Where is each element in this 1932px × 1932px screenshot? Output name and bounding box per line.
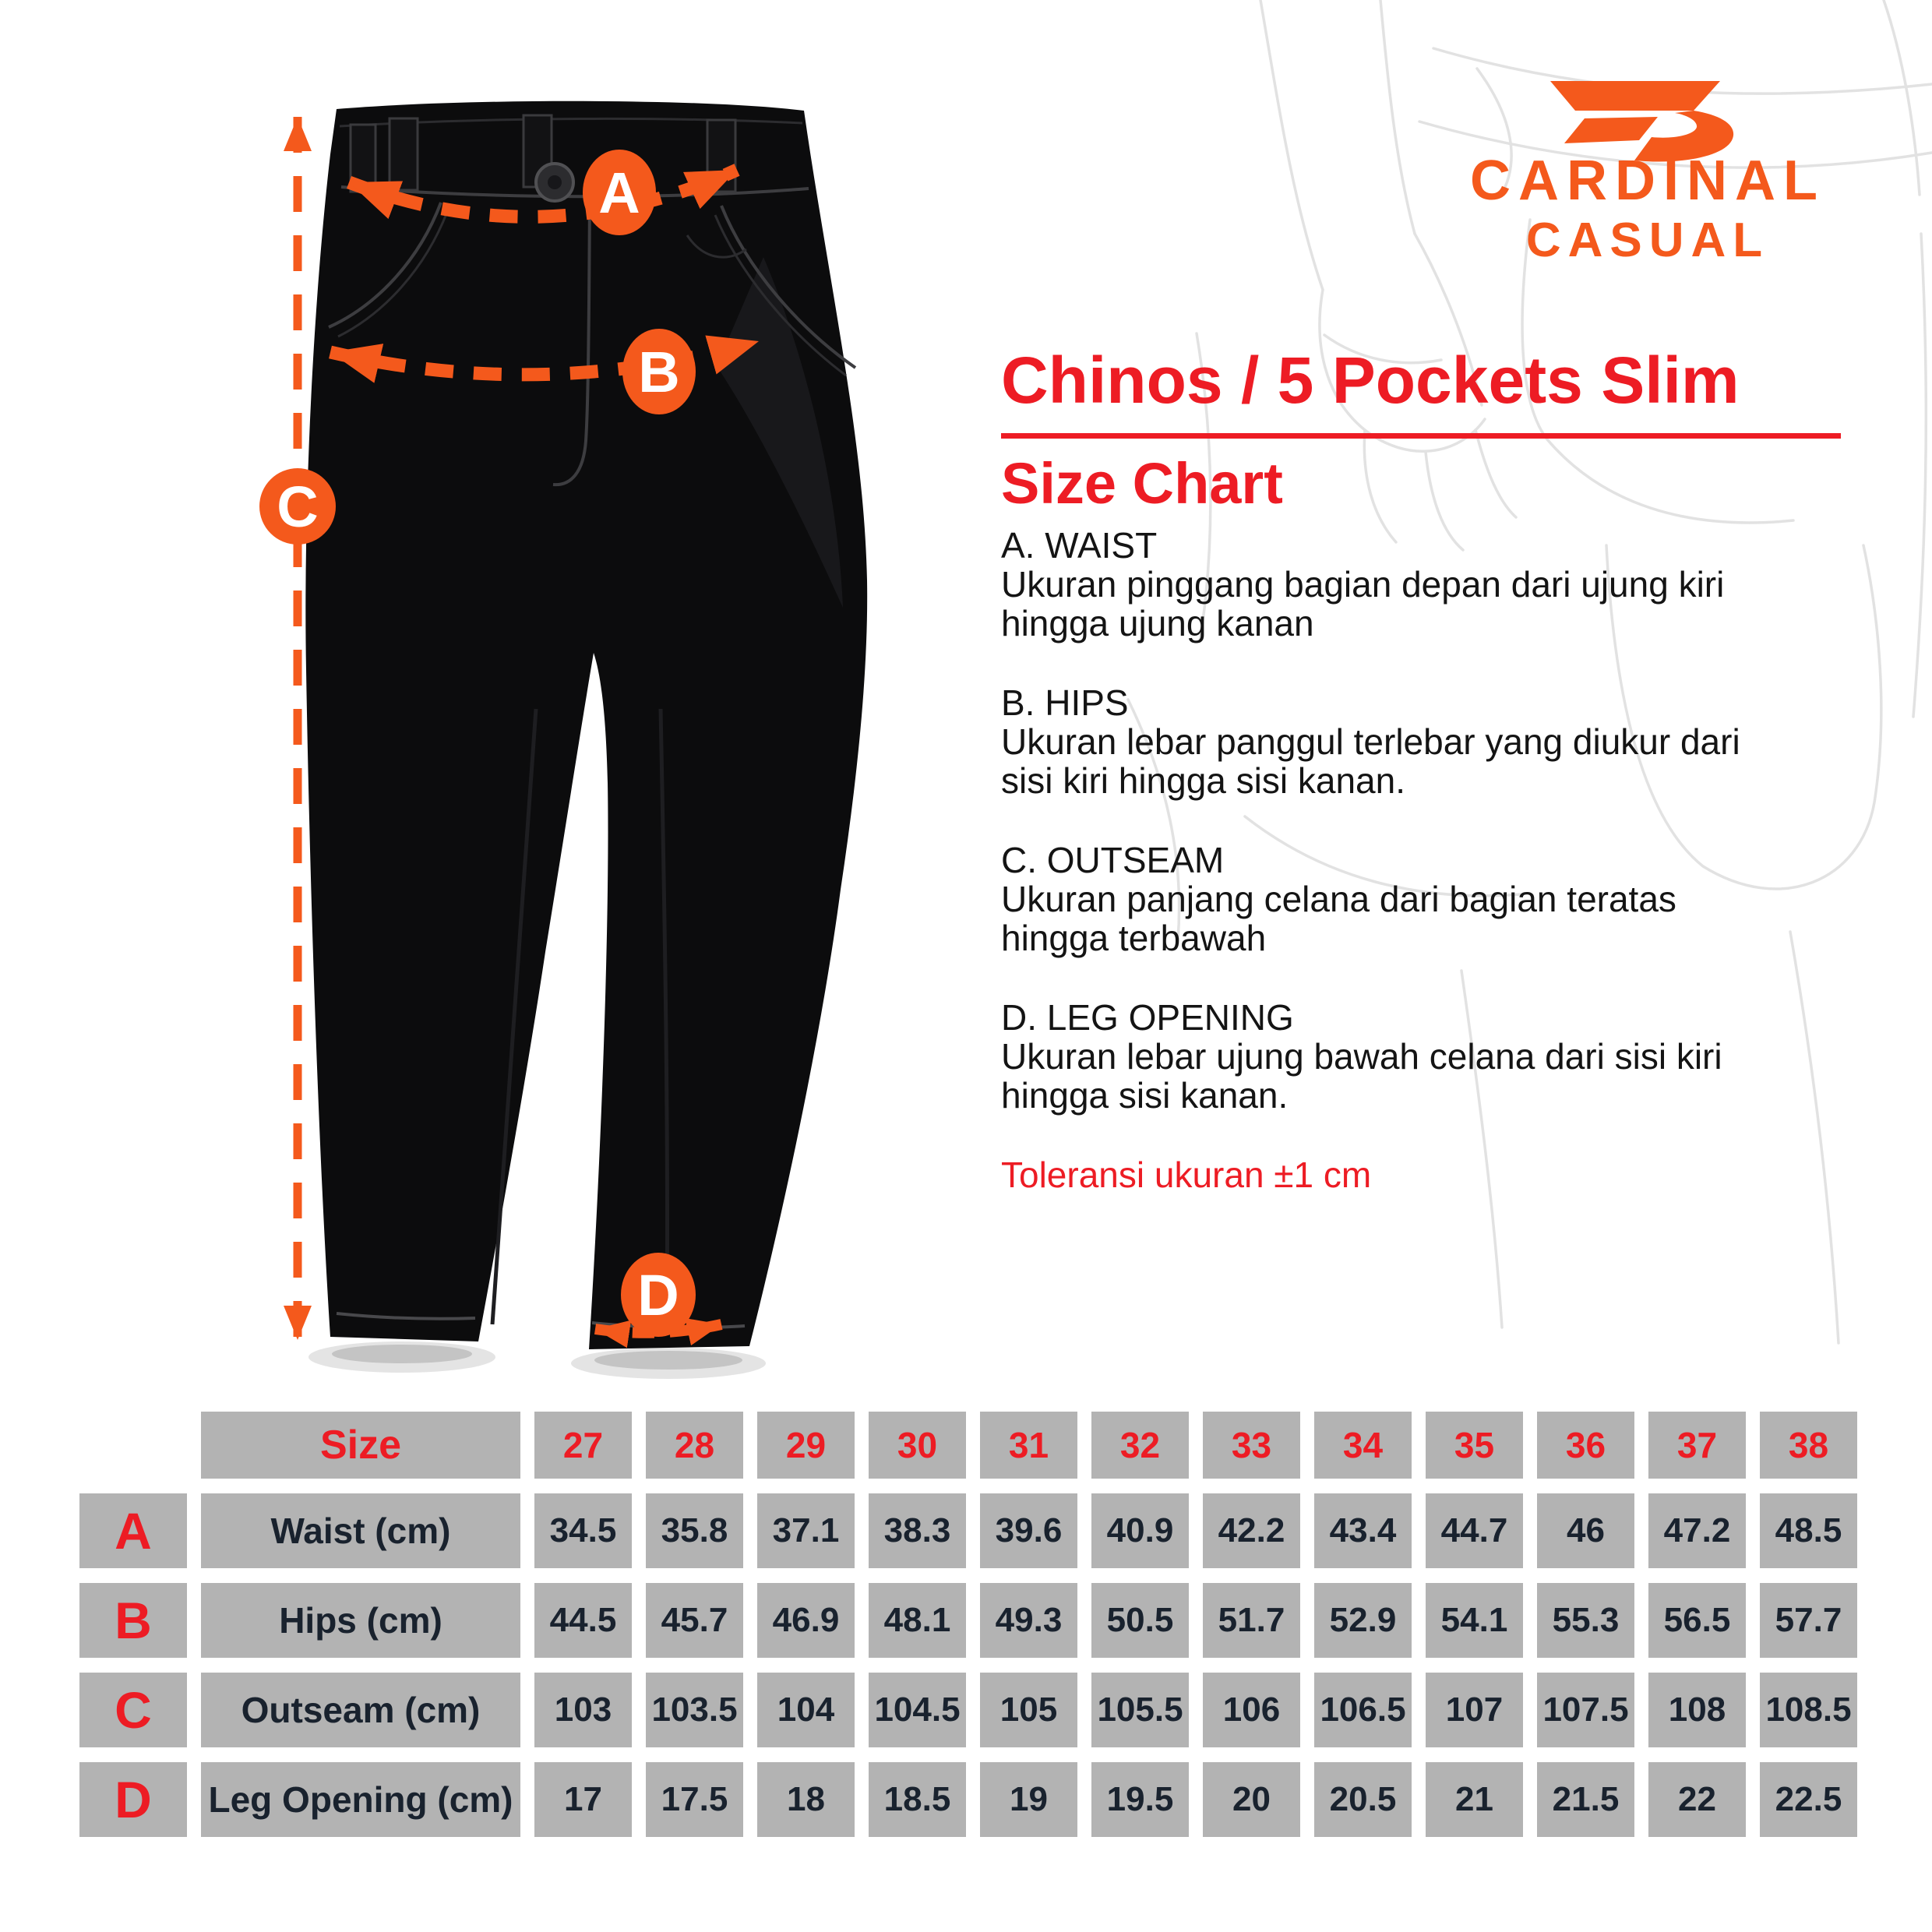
brand-name-line1: CARDINAL <box>1470 150 1825 212</box>
table-cell-D-34: 20.5 <box>1314 1762 1412 1837</box>
measurement-description-C <box>1001 841 1905 957</box>
table-row-label-B: Hips (cm) <box>201 1583 520 1658</box>
table-cell-D-33: 20 <box>1203 1762 1300 1837</box>
description-line: hingga terbawah <box>1001 918 1267 958</box>
table-cell-B-38: 57.7 <box>1760 1583 1857 1658</box>
table-cell-B-32: 50.5 <box>1091 1583 1189 1658</box>
table-header-col-31: 31 <box>980 1412 1077 1479</box>
table-cell-C-36: 107.5 <box>1537 1673 1634 1747</box>
table-cell-D-28: 17.5 <box>646 1762 743 1837</box>
description-heading-D: D. LEG OPENING <box>1001 997 1294 1038</box>
table-header-col-32: 32 <box>1091 1412 1189 1479</box>
marker-a-letter: A <box>598 160 640 225</box>
brand-name-line2: CASUAL <box>1525 213 1770 267</box>
description-line: Ukuran lebar ujung bawah celana dari sisi kiri <box>1001 1036 1722 1077</box>
table-header-col-37: 37 <box>1648 1412 1746 1479</box>
table-header-col-33: 33 <box>1203 1412 1300 1479</box>
table-cell-A-32: 40.9 <box>1091 1493 1189 1568</box>
measurement-description-D <box>1001 998 1905 1115</box>
description-line: Ukuran lebar panggul terlebar yang diukur dari <box>1001 721 1740 762</box>
table-cell-B-33: 51.7 <box>1203 1583 1300 1658</box>
description-heading-B: B. HIPS <box>1001 682 1129 723</box>
description-line: hingga ujung kanan <box>1001 603 1314 643</box>
size-table <box>79 1412 1857 1837</box>
table-cell-B-28: 45.7 <box>646 1583 743 1658</box>
table-cell-C-33: 106 <box>1203 1673 1300 1747</box>
table-cell-A-37: 47.2 <box>1648 1493 1746 1568</box>
brand-logo <box>1437 150 1858 267</box>
table-cell-D-31: 19 <box>980 1762 1077 1837</box>
table-cell-D-27: 17 <box>534 1762 632 1837</box>
table-header-col-27: 27 <box>534 1412 632 1479</box>
table-header-col-30: 30 <box>869 1412 966 1479</box>
table-cell-B-35: 54.1 <box>1426 1583 1523 1658</box>
description-line: sisi kiri hingga sisi kanan. <box>1001 760 1406 801</box>
description-line: hingga sisi kanan. <box>1001 1075 1289 1116</box>
table-cell-C-38: 108.5 <box>1760 1673 1857 1747</box>
table-cell-C-30: 104.5 <box>869 1673 966 1747</box>
table-cell-A-31: 39.6 <box>980 1493 1077 1568</box>
product-title: Chinos / 5 Pockets Slim <box>1001 344 1740 417</box>
size-chart-heading: Size Chart <box>1001 451 1283 516</box>
table-cell-D-38: 22.5 <box>1760 1762 1857 1837</box>
table-cell-D-29: 18 <box>757 1762 855 1837</box>
table-cell-C-34: 106.5 <box>1314 1673 1412 1747</box>
pants-illustration <box>305 101 867 1379</box>
belt-loop <box>707 120 735 192</box>
table-cell-B-37: 56.5 <box>1648 1583 1746 1658</box>
table-cell-D-32: 19.5 <box>1091 1762 1189 1837</box>
tolerance-note: Toleransi ukuran ±1 cm <box>1001 1155 1372 1195</box>
table-cell-A-33: 42.2 <box>1203 1493 1300 1568</box>
table-cell-C-29: 104 <box>757 1673 855 1747</box>
table-cell-A-35: 44.7 <box>1426 1493 1523 1568</box>
marker-c-letter: C <box>277 474 319 539</box>
measurement-description-B <box>1001 683 1905 800</box>
table-header-col-35: 35 <box>1426 1412 1523 1479</box>
table-corner-spacer <box>79 1412 187 1479</box>
table-header-col-34: 34 <box>1314 1412 1412 1479</box>
table-cell-A-28: 35.8 <box>646 1493 743 1568</box>
table-cell-B-34: 52.9 <box>1314 1583 1412 1658</box>
table-cell-A-27: 34.5 <box>534 1493 632 1568</box>
table-row-letter-D: D <box>79 1762 187 1837</box>
table-cell-C-27: 103 <box>534 1673 632 1747</box>
table-row-label-C: Outseam (cm) <box>201 1673 520 1747</box>
pants-silhouette <box>305 101 867 1349</box>
measurement-descriptions <box>1001 526 1905 1115</box>
title-underline <box>1001 433 1841 439</box>
table-row-letter-B: B <box>79 1583 187 1658</box>
description-line: Ukuran panjang celana dari bagian teratas <box>1001 879 1676 919</box>
table-cell-C-37: 108 <box>1648 1673 1746 1747</box>
table-cell-D-30: 18.5 <box>869 1762 966 1837</box>
table-cell-B-27: 44.5 <box>534 1583 632 1658</box>
belt-loop <box>390 118 418 190</box>
table-cell-A-34: 43.4 <box>1314 1493 1412 1568</box>
description-heading-A: A. WAIST <box>1001 525 1158 566</box>
table-cell-B-31: 49.3 <box>980 1583 1077 1658</box>
table-cell-A-30: 38.3 <box>869 1493 966 1568</box>
table-header-col-29: 29 <box>757 1412 855 1479</box>
table-cell-D-37: 22 <box>1648 1762 1746 1837</box>
marker-d-letter: D <box>637 1263 679 1327</box>
table-cell-D-35: 21 <box>1426 1762 1523 1837</box>
table-header-col-36: 36 <box>1537 1412 1634 1479</box>
info-column <box>1001 344 1905 1194</box>
table-cell-C-31: 105 <box>980 1673 1077 1747</box>
table-row-label-D: Leg Opening (cm) <box>201 1762 520 1837</box>
marker-b-letter: B <box>638 340 680 404</box>
table-cell-A-38: 48.5 <box>1760 1493 1857 1568</box>
table-row-letter-C: C <box>79 1673 187 1747</box>
table-cell-C-35: 107 <box>1426 1673 1523 1747</box>
description-line: Ukuran pinggang bagian depan dari ujung kiri <box>1001 564 1725 605</box>
table-row-letter-A: A <box>79 1493 187 1568</box>
table-cell-B-29: 46.9 <box>757 1583 855 1658</box>
table-cell-C-32: 105.5 <box>1091 1673 1189 1747</box>
table-header-col-38: 38 <box>1760 1412 1857 1479</box>
table-cell-A-36: 46 <box>1537 1493 1634 1568</box>
description-heading-C: C. OUTSEAM <box>1001 840 1225 880</box>
table-cell-D-36: 21.5 <box>1537 1762 1634 1837</box>
table-cell-C-28: 103.5 <box>646 1673 743 1747</box>
table-cell-B-30: 48.1 <box>869 1583 966 1658</box>
table-cell-B-36: 55.3 <box>1537 1583 1634 1658</box>
table-header-size: Size <box>201 1412 520 1479</box>
table-header-col-28: 28 <box>646 1412 743 1479</box>
measurement-description-A <box>1001 526 1905 643</box>
table-row-label-A: Waist (cm) <box>201 1493 520 1568</box>
table-cell-A-29: 37.1 <box>757 1493 855 1568</box>
